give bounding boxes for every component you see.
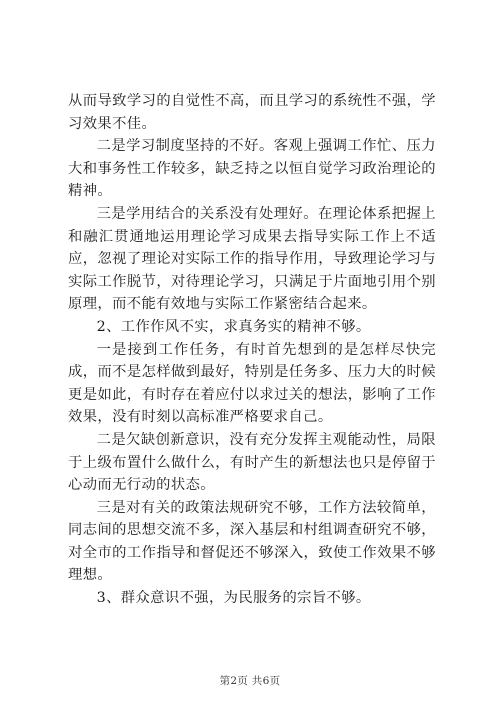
paragraph: 从而导致学习的自觉性不高，而且学习的系统性不强，学习效果不佳。 xyxy=(68,93,436,132)
page-footer: 第2页 共6页 xyxy=(219,675,281,687)
paragraph: 一是接到工作任务，有时首先想到的是怎样尽快完成，而不是怎样做到最好，特别是任务多、压力大的时候更是如此，有时存在着应付以求过关的想法，影响了工作效果，没有时刻以高标准严格要求自己。 xyxy=(68,341,436,426)
paragraph: 二是欠缺创新意识，没有充分发挥主观能动性，局限于上级布置什么做什么，有时产生的新想法也只是停留于心动而无行动的状态。 xyxy=(68,431,436,494)
paragraph: 三是学用结合的关系没有处理好。在理论体系把握上和融汇贯通地运用理论学习成果去指导实际工作上不适应，忽视了理论对实际工作的指导作用，导致理论学习与实际工作脱节，对待理论学习，只满足于片面地引用个别原理，而不能有效地与实际工作紧密结合起来。 xyxy=(68,205,436,313)
paragraph: 二是学习制度坚持的不好。客观上强调工作忙、压力大和事务性工作较多，缺乏持之以恒自觉学习政治理论的精神。 xyxy=(68,138,436,200)
document-body xyxy=(68,90,436,610)
paragraph: 三是对有关的政策法规研究不够，工作方法较简单，同志间的思想交流不多，深入基层和村组调查研究不够，对全市的工作指导和督促还不够深入，致使工作效果不够理想。 xyxy=(68,499,436,584)
section-heading: 3、群众意识不强，为民服务的宗旨不够。 xyxy=(96,590,371,607)
section-heading: 2、工作作风不实，求真务实的精神不够。 xyxy=(96,318,371,335)
